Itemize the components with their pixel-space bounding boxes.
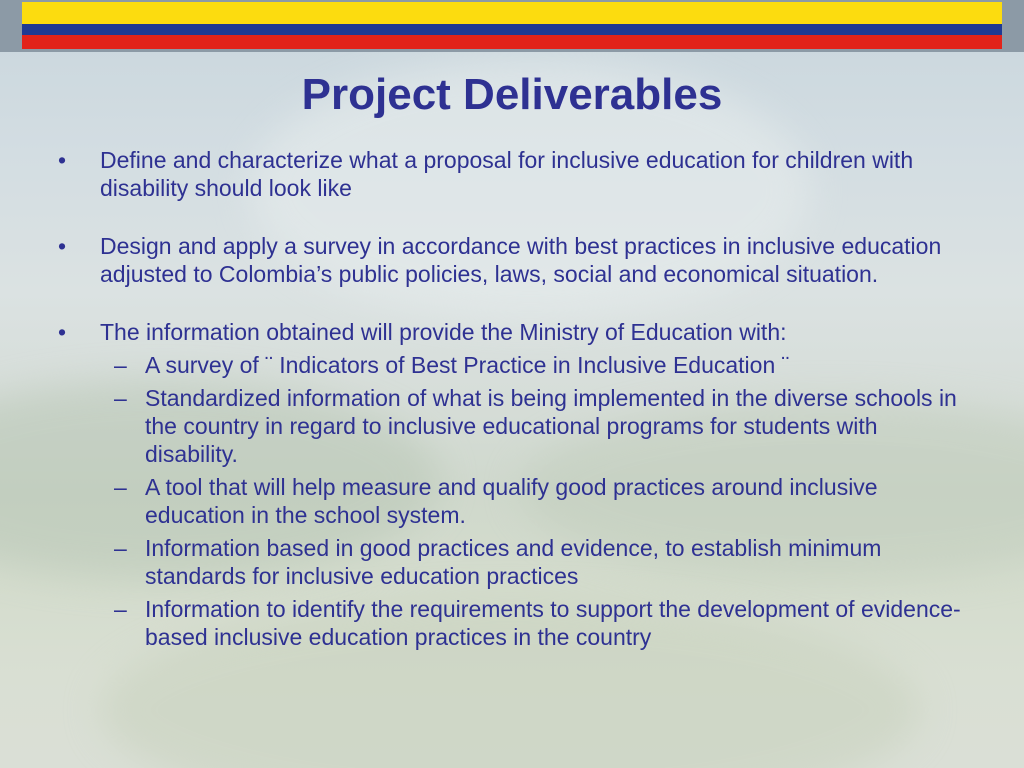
sub-bullet-text: A survey of ¨ Indicators of Best Practice in Inclusive Education ¨ bbox=[145, 352, 790, 378]
flag-stripe-blue bbox=[22, 24, 1002, 35]
bullet-item bbox=[58, 146, 968, 202]
flag-stripe-red bbox=[22, 35, 1002, 49]
flag-banner bbox=[0, 0, 1024, 52]
bullet-item bbox=[58, 232, 968, 288]
sub-bullet-marker: – bbox=[114, 535, 127, 561]
bullet-marker: • bbox=[58, 319, 67, 345]
sub-bullet-item bbox=[58, 595, 968, 651]
sub-bullet-text: A tool that will help measure and qualify good practices around inclusive education in the school system. bbox=[145, 474, 878, 528]
sub-bullet-marker: – bbox=[114, 596, 127, 622]
slide-title: Project Deliverables bbox=[301, 70, 723, 119]
bullet-text: Define and characterize what a proposal for inclusive education for children with disability should look like bbox=[100, 147, 914, 201]
bullet-text: The information obtained will provide the Ministry of Education with: bbox=[100, 319, 787, 345]
bullet-marker: • bbox=[58, 233, 67, 259]
sub-bullet-item bbox=[58, 384, 968, 468]
sub-bullet-marker: – bbox=[114, 474, 127, 500]
sub-bullet-item bbox=[58, 351, 968, 379]
bullet-item bbox=[58, 318, 968, 346]
sub-bullet-text: Information based in good practices and evidence, to establish minimum standards for inclusive education practices bbox=[145, 535, 882, 589]
sub-bullet-text: Standardized information of what is being implemented in the diverse schools in the country in regard to inclusive educational programs for students with disability. bbox=[145, 385, 957, 467]
sub-bullet-item bbox=[58, 473, 968, 529]
bullet-marker: • bbox=[58, 147, 67, 173]
sub-bullet-marker: – bbox=[114, 352, 127, 378]
sub-bullet-marker: – bbox=[114, 385, 127, 411]
slide-body bbox=[58, 146, 968, 651]
sub-bullet-item bbox=[58, 534, 968, 590]
bullet-text: Design and apply a survey in accordance with best practices in inclusive education adjusted to Colombia’s public policies, laws, social and economical situation. bbox=[100, 233, 942, 287]
flag-stripe-yellow bbox=[22, 2, 1002, 24]
sub-bullet-text: Information to identify the requirements to support the development of evidence-based inclusive education practices in the country bbox=[145, 596, 961, 650]
